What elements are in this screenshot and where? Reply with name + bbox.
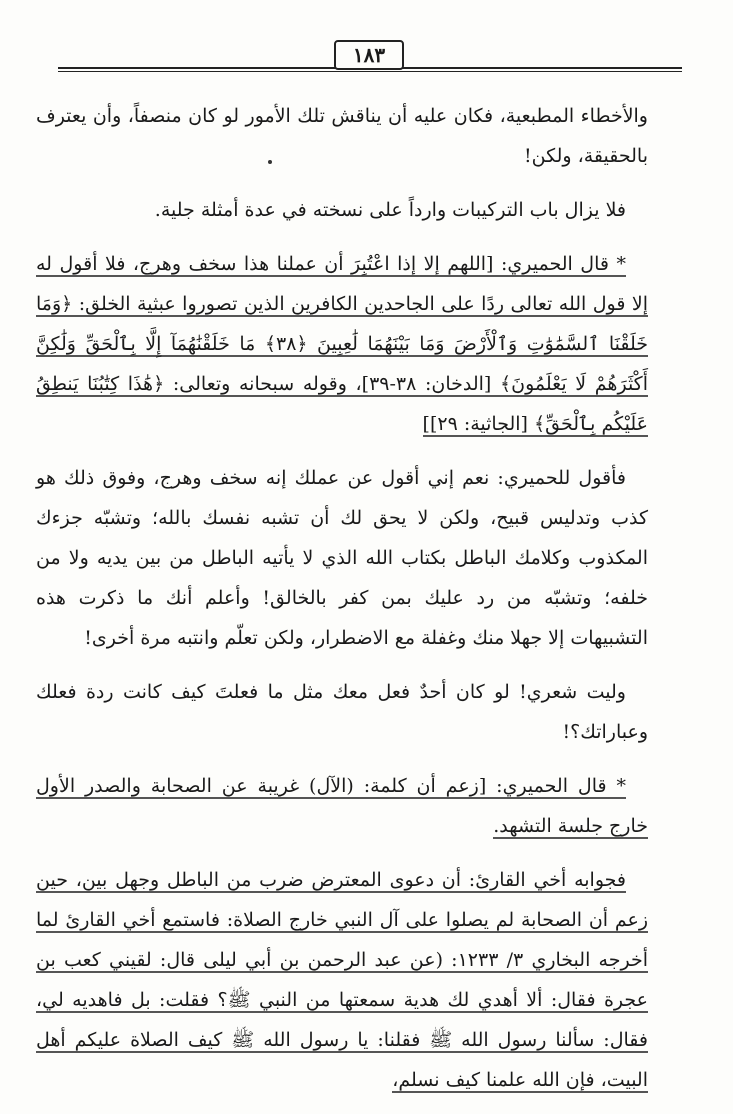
quote-paragraph-2 bbox=[36, 766, 648, 846]
page-body bbox=[36, 96, 648, 1114]
header-rule-thin bbox=[58, 71, 682, 72]
paragraph-4: وليت شعري! لو كان أحدٌ فعل معك مثل ما فعلتَ كيف كانت ردة فعلك وعباراتك؟! bbox=[36, 681, 648, 743]
quote-paragraph-1 bbox=[36, 244, 648, 444]
paragraph-3: فأقول للحميري: نعم إني أقول عن عملك إنه سخف وهرج، وفوق ذلك هو كذب وتدليس قبيح، ولكن لا يحق لك أن تشبه نفسك بالله؛ وتشبّه جزءك المكذوب وكلامك الباطل بكتاب الله الذي لا يأتيه الباطل من بين يديه ولا من خلفه؛ وتشبّه من رد عليك بمن كفر بالخالق! وأعلم أنك ما ذكرت هذه التشبيهات إلا جهلا منك وغفلة مع الاضطرار، ولكن تعلّم وانتبه مرة أخرى! bbox=[36, 467, 648, 649]
page-number: ١٨٣ bbox=[334, 40, 404, 70]
paragraph-2: فلا يزال باب التركيبات وارداً على نسخته في عدة أمثلة جلية. bbox=[154, 199, 626, 221]
underlined-quote-2: * قال الحميري: [زعم أن كلمة: (الآل) غريبة عن الصحابة والصدر الأول خارج جلسة التشهد. bbox=[36, 775, 648, 837]
paragraph-1: والأخطاء المطبعية، فكان عليه أن يناقش تلك الأمور لو كان منصفاً، وأن يعترف بالحقيقة، ولكن! bbox=[36, 105, 648, 167]
underlined-quote-3: فجوابه أخي القارئ: أن دعوى المعترض ضرب من الباطل وجهل بين، حين زعم أن الصحابة لم يصلوا على آل النبي خارج الصلاة: فاستمع أخي القارئ لما أخرجه البخاري ٣/ ١٢٣٣: (عن عبد الرحمن بن أبي ليلى قال: لقيني كعب بن عجرة فقال: ألا أهدي لك هدية سمعتها من النبي ﷺ؟ فقلت: بل فاهديه لي، فقال: سألنا رسول الله ﷺ فقلنا: يا رسول الله ﷺ كيف الصلاة عليكم أهل البيت، فإن الله علمنا كيف نسلم، bbox=[36, 869, 648, 1091]
page-header bbox=[58, 38, 682, 72]
underlined-quote-1: * قال الحميري: [اللهم إلا إذا اعْتُبِرَ أن عملنا هذا سخف وهرج، فلا أقول له إلا قول الله تعالى ردًا على الجاحدين الكافرين الذين تصوروا عبثية الخلق: ﴿وَمَا خَلَقْنَا ٱلسَّمَٰوَٰتِ وَٱلْأَرْضَ وَمَا بَيْنَهُمَا لَٰعِبِينَ ﴿٣٨﴾ مَا خَلَقْنَٰهُمَآ إِلَّا بِٱلْحَقِّ وَلَٰكِنَّ أَكْثَرَهُمْ لَا يَعْلَمُونَ﴾ [الدخان: ٣٨-٣٩]، وقوله سبحانه وتعالى: ﴿هَٰذَا كِتَٰبُنَا يَنطِقُ عَلَيْكُم بِٱلْحَقِّ﴾ [الجاثية: ٢٩]] bbox=[36, 253, 648, 435]
quote-paragraph-3 bbox=[36, 860, 648, 1100]
